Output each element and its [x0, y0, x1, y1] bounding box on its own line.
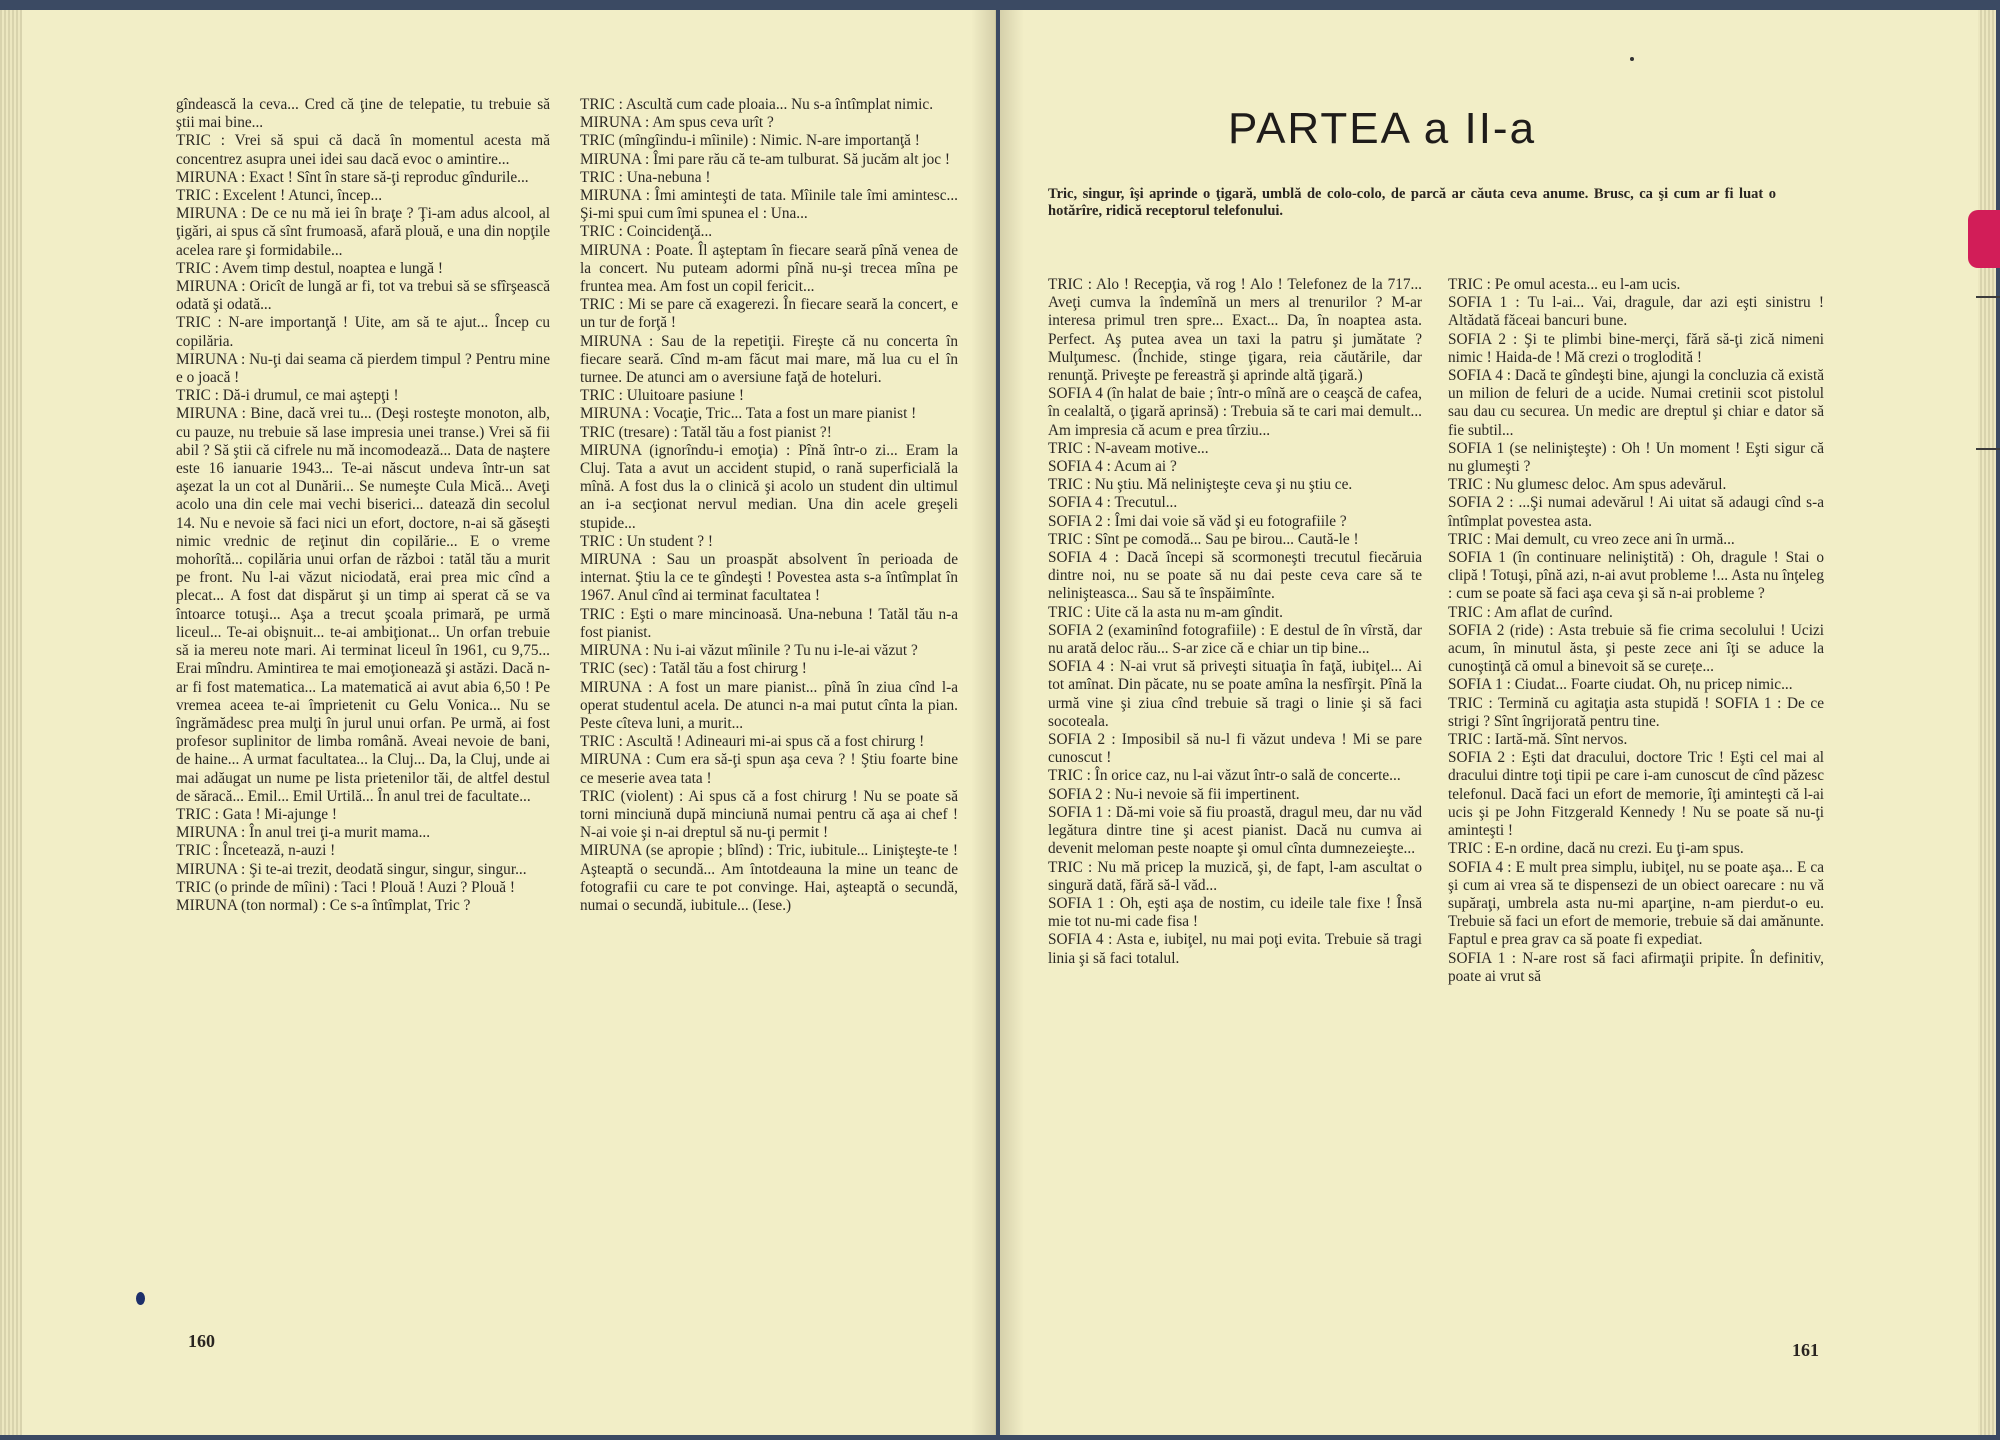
edge-mark	[1976, 296, 2000, 298]
page-edge	[0, 10, 22, 1435]
part-title: PARTEA a II-a	[1228, 104, 1537, 153]
right-page-column-2: TRIC : Pe omul acesta... eu l-am ucis. SOFIA 1 : Tu l-ai... Vai, dragule, dar azi eşti sinistru ! Altădată făceai bancuri bune. SOFIA 2 : Şi te plimbi bine-merçi, fără să-ţi zică nimeni nimic ! Haida-de ! Mă crezi o troglodită ! SOFIA 4 : Dacă te gîndeşti bine, ajungi la concluzia că există un milion de feluri de a ucide. Numai cretinii scot pistolul sau dau cu securea. Un medic are dreptul şi chiar e dator să fie subtil... SOFIA 1 (se nelinişteşte) : Oh ! Un moment ! Eşti sigur că nu glumeşti ? TRIC : Nu glumesc deloc. Am spus adevărul. SOFIA 2 : ...Şi numai adevărul ! Ai uitat să adaugi cînd s-a întîmplat povestea asta. TRIC : Mai demult, cu vreo zece ani în urmă... SOFIA 1 (în continuare neliniştită) : Oh, dragule ! Stai o clipă ! Totuşi, pînă azi, n-ai avut probleme !... Asta nu înţeleg : cum se poate să faci aşa ceva şi să n-ai probleme ? TRIC : Am aflat de curînd. SOFIA 2 (ride) : Asta trebuie să fie crima secolului ! Ucizi acum, în minutul ăsta, şi peste zece ani îţi se aduce la cunoştinţă că omul a binevoit să se curețe... SOFIA 1 : Ciudat... Foarte ciudat. Oh, nu pricep nimic... TRIC : Termină cu agitaţia asta stupidă ! SOFIA 1 : De ce strigi ? Sînt îngrijorată pentru tine. TRIC : Iartă-mă. Sînt nervos. SOFIA 2 : Eşti dat dracului, doctore Tric ! Eşti cel mai al dracului dintre toţi tipii pe care i-am cunoscut de cînd păzesc telefonul. Dacă faci un efort de memorie, îţi aminteşti că l-ai ucis şi pe John Fitzgerald Kennedy ! Nu se poate să nu-ţi aminteşti ! TRIC : E-n ordine, dacă nu crezi. Eu ţi-am spus. SOFIA 4 : E mult prea simplu, iubiţel, nu se poate aşa... E ca şi cum ai vrea să te dispensezi de un obiect oarecare : nu vă supăraţi, umbrela asta nu-mi aparţine, n-am pierdut-o eu. Trebuie să faci un efort de memorie, trebuie să dai amănunte. Faptul e prea grav ca să poate fi expediat. SOFIA 1 : N-are rost să faci afirmaţii pripite. În definitiv, poate ai vrut să	[1448, 276, 1824, 985]
edge-mark	[1976, 448, 2000, 450]
left-page-column-1: gîndească la ceva... Cred că ţine de telepatie, tu trebuie să ştii mai bine... TRIC : Vrei să spui că dacă în momentul acesta mă concentrez asupra unei idei sau dacă evoc o amintire... MIRUNA : Exact ! Sînt în stare să-ţi reproduc gîndurile... TRIC : Excelent ! Atunci, încep... MIRUNA : De ce nu mă iei în braţe ? Ţi-am adus alcool, al ţigări, ai spus că sînt frumoasă, afară plouă, e una din nopţile acelea rare şi formidabile... TRIC : Avem timp destul, noaptea e lungă ! MIRUNA : Oricît de lungă ar fi, tot va trebui să se sfîrşească odată şi odată... TRIC : N-are importanţă ! Uite, am să te ajut... Încep cu copilăria. MIRUNA : Nu-ţi dai seama că pierdem timpul ? Pentru mine e o joacă ! TRIC : Dă-i drumul, ce mai aştepţi ! MIRUNA : Bine, dacă vrei tu... (Deşi rosteşte monoton, alb, cu pauze, nu trebuie să lase impresia unei transe.) Vrei să fii abil ? Să ştii că cifrele nu mă incomodează... Data de naştere este 16 ianuarie 1943... Te-ai născut undeva într-un sat aşezat la un cot al Dunării... Se numeşte Cula Mică... Aveţi acolo una din cele mai vechi biserici... datează din secolul 14. Nu e nevoie să faci nici un efort, doctore, n-ai să găseşti nimic vrednic de reţinut din copilărie... E o vreme mohorîtă... copilăria unui orfan de război : tatăl tău a murit pe front. Nu l-ai văzut niciodată, erai prea mic cînd a plecat... A fost dat dispărut şi un timp ai sperat că se va întoarce totuşi... Aşa a trecut şcoala primară, pe urmă liceul... Te-ai obişnuit... te-ai ambiţionat... Un orfan trebuie să ia mereu note mari. Ai terminat liceul în 1961, cu 9,75... Erai mîndru. Amintirea te mai emoţionează şi astăzi. Dacă n-ar fi fost matematica... La matematică ai avut abia 6,50 ! Pe vremea aceea te-ai împrietenit cu Gelu Vonica... Nu se îngrămădesc prea mulţi în jurul unui orfan. Pe urmă, ai fost profesor suplinitor de limba română. Aveai nevoie de bani, de haine... A urmat facultatea... la Cluj... Da, la Cluj, unde ai mai adăugat un nume pe lista prietenilor tăi, de altfel destul de săracă... Emil... Emil Urtilă... În anul trei de facultate... TRIC : Gata ! Mi-ajunge ! MIRUNA : În anul trei ţi-a murit mama... TRIC : Încetează, n-auzi ! MIRUNA : Şi te-ai trezit, deodată singur, singur, singur... TRIC (o prinde de mîini) : Taci ! Plouă ! Auzi ? Plouă ! MIRUNA (ton normal) : Ce s-a întîmplat, Tric ?	[176, 96, 550, 914]
margin-dot-icon	[136, 1292, 145, 1305]
stage-direction: Tric, singur, îşi aprinde o ţigară, umblă de colo-colo, de parcă ar căuta ceva anume. Brusc, ca şi cum ar fi luat o hotărîre, ridică receptorul telefonului.	[1048, 186, 1776, 219]
bookmark-tab	[1968, 210, 2000, 268]
gutter-shadow	[1000, 10, 1024, 1435]
gutter-shadow	[971, 10, 995, 1435]
left-page	[0, 10, 996, 1435]
page-number-left: 160	[188, 1331, 215, 1351]
right-page-column-1: TRIC : Alo ! Recepţia, vă rog ! Alo ! Telefonez de la 717... Aveţi cumva la îndemînă un mers al trenurilor ? M-ar interesa primul tren spre... Exact... Da, în noaptea asta. Perfect. Aş putea avea un taxi la patru şi jumătate ? Mulţumesc. (Închide, stinge ţigara, reia căutările, dar renunţă. Priveşte pe fereastră şi aprinde altă ţigară.) SOFIA 4 (în halat de baie ; într-o mînă are o ceaşcă de cafea, în cealaltă, o ţigară aprinsă) : Trebuia să te cari mai demult... Am impresia că acum e prea tîrziu... TRIC : N-aveam motive... SOFIA 4 : Acum ai ? TRIC : Nu ştiu. Mă nelinişteşte ceva şi nu ştiu ce. SOFIA 4 : Trecutul... SOFIA 2 : Îmi dai voie să văd şi eu fotografiile ? TRIC : Sînt pe comodă... Sau pe birou... Caută-le ! SOFIA 4 : Dacă începi să scormoneşti trecutul fiecăruia dintre noi, nu se poate să nu dai peste ceva care să te nelinişteasca... Sau să te înspăimînte. TRIC : Uite că la asta nu m-am gîndit. SOFIA 2 (examinînd fotografiile) : E destul de în vîrstă, dar nu arată deloc rău... S-ar zice că e chiar un tip bine... SOFIA 4 : N-ai vrut să priveşti situaţia în faţă, iubiţel... Ai tot amînat. Din păcate, nu se poate amîna la nesfîrşit. Pînă la urmă vine şi ziua cînd trebuie să tragi o linie şi să faci socoteala. SOFIA 2 : Imposibil să nu-l fi văzut undeva ! Mi se pare cunoscut ! TRIC : În orice caz, nu l-ai văzut într-o sală de concerte... SOFIA 2 : Nu-i nevoie să fii impertinent. SOFIA 1 : Dă-mi voie să fiu proastă, dragul meu, dar nu văd legătura dintre tine şi acest pianist. Dacă nu cumva ai devenit meloman peste noapte şi omul cînta dumnezeieşte... TRIC : Nu mă pricep la muzică, şi, de fapt, l-am ascultat o singură dată, fără să-l văd... SOFIA 1 : Oh, eşti aşa de nostim, cu ideile tale fixe ! Însă mie tot nu-mi cade fisa ! SOFIA 4 : Asta e, iubiţel, nu mai poţi evita. Trebuie să tragi linia şi să faci totalul.	[1048, 276, 1422, 967]
print-dot-icon	[1630, 57, 1634, 61]
page-number-right: 161	[1792, 1340, 1819, 1360]
left-page-column-2: TRIC : Ascultă cum cade ploaia... Nu s-a întîmplat nimic. MIRUNA : Am spus ceva urît ? TRIC (mîngîindu-i mîinile) : Nimic. N-are importanţă ! MIRUNA : Îmi pare rău că te-am tulburat. Să jucăm alt joc ! TRIC : Una-nebuna ! MIRUNA : Îmi aminteşti de tata. Mîinile tale îmi amintesc... Şi-mi spui cum îmi spunea el : Una... TRIC : Coincidenţă... MIRUNA : Poate. Îl aşteptam în fiecare seară pînă venea de la concert. Nu puteam adormi pînă nu-şi trecea mîna pe fruntea mea. Am fost un copil fericit... TRIC : Mi se pare că exagerezi. În fiecare seară la concert, e un tur de forţă ! MIRUNA : Sau de la repetiţii. Fireşte că nu concerta în fiecare seară. Cînd m-am făcut mai mare, mă lua cu el în turnee. De atunci am o aversiune faţă de hoteluri. TRIC : Uluitoare pasiune ! MIRUNA : Vocaţie, Tric... Tata a fost un mare pianist ! TRIC (tresare) : Tatăl tău a fost pianist ?! MIRUNA (ignorîndu-i emoţia) : Pînă într-o zi... Eram la Cluj. Tata a avut un accident stupid, o rană superficială la mînă. A fost dus la o clinică şi acolo un student din ultimul an i-a secţionat nervul median. Una din acele greşeli stupide... TRIC : Un student ? ! MIRUNA : Sau un proaspăt absolvent în perioada de internat. Ştiu la ce te gîndeşti ! Povestea asta s-a întîmplat în 1967. Anul cînd ai terminat facultatea ! TRIC : Eşti o mare mincinoasă. Una-nebuna ! Tatăl tău n-a fost pianist. MIRUNA : Nu i-ai văzut mîinile ? Tu nu i-le-ai văzut ? TRIC (sec) : Tatăl tău a fost chirurg ! MIRUNA : A fost un mare pianist... pînă în ziua cînd l-a operat studentul acela. De atunci n-a mai putut cînta la pian. Peste cîteva luni, a murit... TRIC : Ascultă ! Adineauri mi-ai spus că a fost chirurg ! MIRUNA : Cum era să-ţi spun aşa ceva ? ! Ştiu foarte bine ce meserie avea tata ! TRIC (violent) : Ai spus că a fost chirurg ! Nu se poate să torni minciună după minciună numai pentru că aşa ai chef ! N-ai voie şi n-ai dreptul să nu-ţi permit ! MIRUNA (se apropie ; blînd) : Tric, iubitule... Linişteşte-te ! Aşteaptă o secundă... Am întotdeauna la mine un teanc de fotografii cu care te pot convinge. Hai, aşteaptă o secundă, numai o secundă, iubitule... (Iese.)	[580, 96, 958, 914]
